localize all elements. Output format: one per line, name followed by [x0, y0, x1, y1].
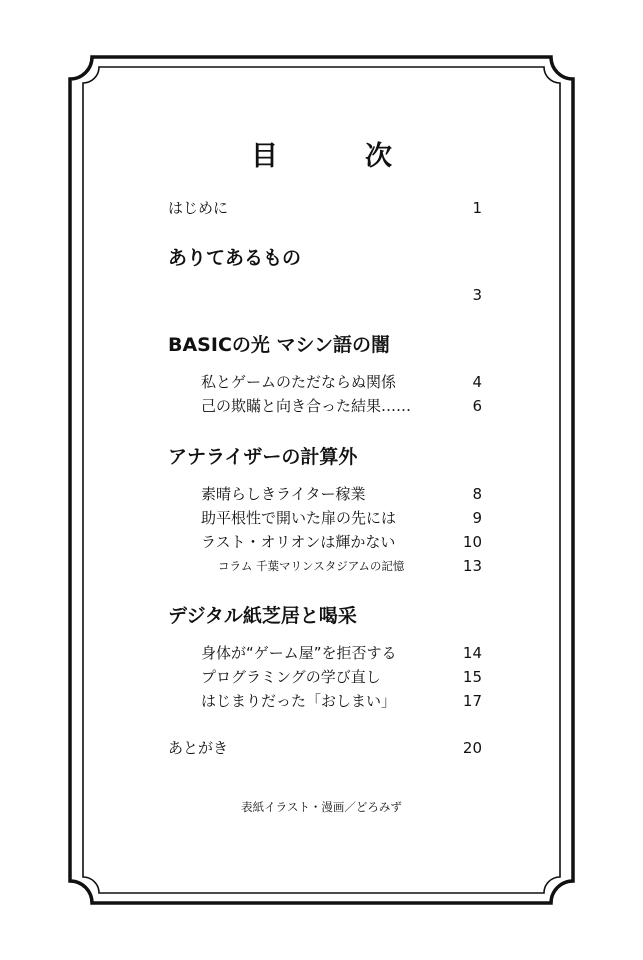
page-number: 14 — [462, 644, 482, 662]
toc-entry: 身体が“ゲーム屋”を拒否する — [201, 644, 397, 662]
toc-entry-column: コラム 千葉マリンスタジアムの記憶 — [218, 559, 405, 573]
section-heading: デジタル紙芝居と喝采 — [168, 605, 357, 627]
page-number: 9 — [472, 509, 482, 527]
page-number: 1 — [472, 199, 482, 217]
toc-entry: プログラミングの学び直し — [201, 668, 381, 686]
section-heading: アナライザーの計算外 — [168, 446, 358, 468]
page-number: 3 — [472, 286, 482, 304]
toc-entry: はじまりだった「おしまい」 — [201, 692, 397, 710]
toc-entry-afterword: あとがき — [168, 739, 229, 757]
page-number: 17 — [462, 692, 482, 710]
toc-entry: 素晴らしきライター稼業 — [201, 485, 366, 503]
page-number: 15 — [462, 668, 482, 686]
page-number: 20 — [462, 739, 482, 757]
page-number: 6 — [472, 397, 482, 415]
toc-entry: ラスト・オリオンは輝かない — [201, 533, 396, 551]
toc-entry: 助平根性で開いた扉の先には — [201, 509, 397, 527]
page-number: 8 — [472, 485, 482, 503]
page-number: 13 — [462, 557, 482, 575]
toc-entry-intro: はじめに — [168, 199, 229, 217]
toc-entry: 私とゲームのただならぬ関係 — [201, 373, 397, 391]
toc-entry: 己の欺瞞と向き合った結果…… — [201, 397, 412, 415]
illustration-credit: 表紙イラスト・漫画／どろみず — [241, 800, 402, 814]
section-heading: ありてあるもの — [168, 247, 302, 269]
page-title: 目 次 — [251, 141, 422, 172]
section-heading: BASICの光 マシン語の闇 — [168, 334, 391, 356]
page-number: 10 — [462, 533, 482, 551]
page-number: 4 — [472, 373, 482, 391]
